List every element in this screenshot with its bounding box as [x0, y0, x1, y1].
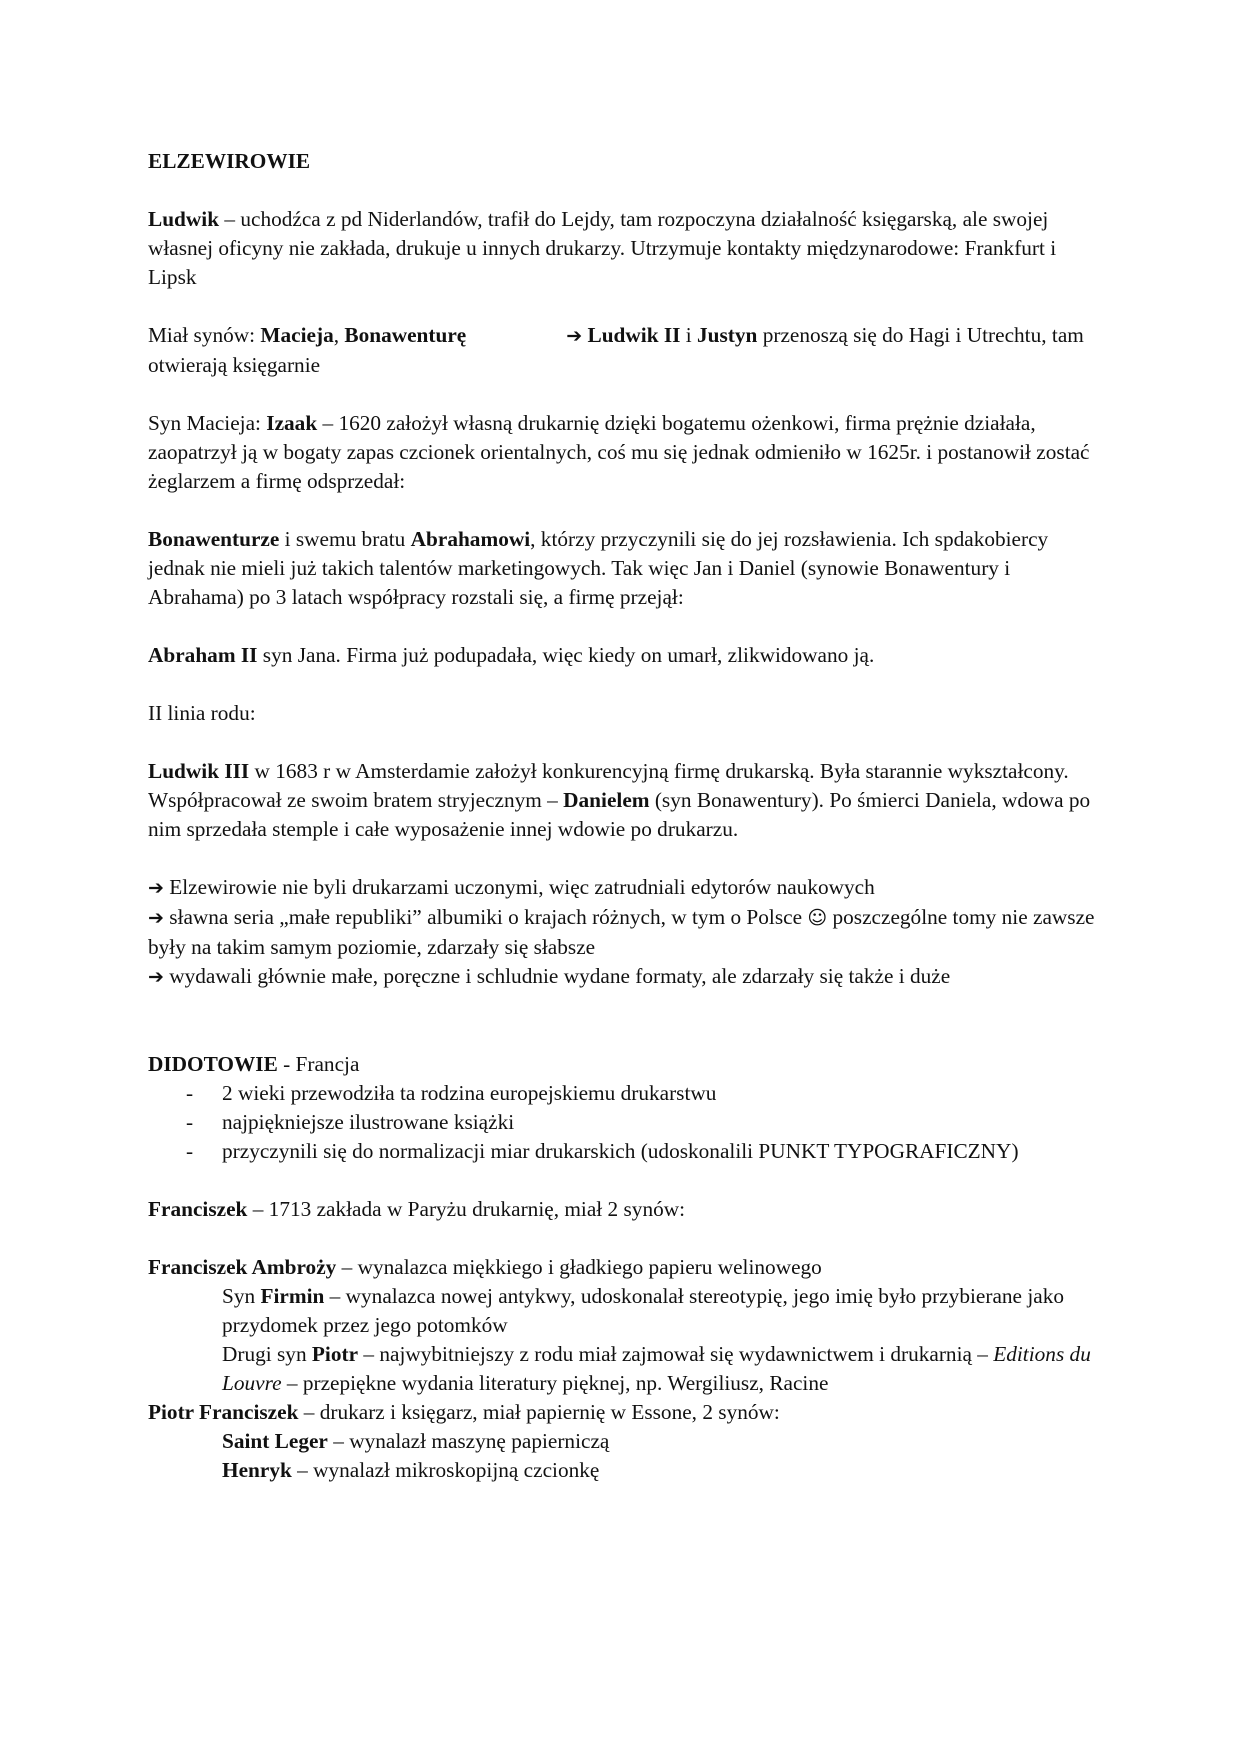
arrow-icon: ➔ — [148, 966, 164, 988]
paragraph-henryk: Henryk – wynalazł mikroskopijną czcionkę — [222, 1458, 600, 1482]
list-item: - 2 wieki przewodziła ta rodzina europejskiemu drukarstwu — [148, 1079, 1108, 1108]
name-ludwik: Ludwik — [148, 207, 220, 231]
paragraph-bonawentura: Bonawenturze i swemu bratu Abrahamowi, którzy przyczynili się do jej rozsławienia. Ich spdakobiercy jednak nie mieli już takich talentów marketingowych. Tak więc Jan i Daniel (synowie Bonawentury i Abrahama) po 3 latach współpracy rozstali się, a firmę przejął: — [148, 527, 1049, 609]
didot-list — [148, 1079, 1108, 1166]
paragraph-ludwik: Ludwik – uchodźca z pd Niderlandów, trafił do Lejdy, tam rozpoczyna działalność księgarską, ale swojej własnej oficyny nie zakłada, drukuje u innych drukarzy. Utrzymuje kontakty międzynarodowe: Frankfurt i Lipsk — [148, 207, 1057, 289]
section-heading-elzewirowie: ELZEWIROWIE — [148, 149, 311, 173]
arrow-icon: ➔ — [148, 907, 164, 929]
paragraph-second-line: II linia rodu: — [148, 701, 256, 725]
paragraph-izaak: Syn Macieja: Izaak – 1620 założył własną drukarnię dzięki bogatemu ożenkowi, firma prężnie działała, zaopatrzył ją w bogaty zapas czcionek orientalnych, coś mu się jednak odmieniło w 1625r. i postanowił zostać żeglarzem a firmę odsprzedał: — [148, 411, 1090, 493]
bullet-arrow-2: ➔ sławna seria „małe republiki” albumiki o krajach różnych, w tym o Polsce ☺ poszczególne tomy nie zawsze były na takim samym poziomie, zdarzały się słabsze — [148, 905, 1095, 959]
list-item: - przyczynili się do normalizacji miar drukarskich (udoskonalili PUNKT TYPOGRAFICZNY) — [148, 1137, 1108, 1166]
arrow-icon: ➔ — [566, 325, 583, 347]
paragraph-firmin: Syn Firmin – wynalazca nowej antykwy, udoskonalał stereotypię, jego imię było przybierane jako przydomek przez jego potomków — [222, 1284, 1064, 1337]
arrow-icon: ➔ — [148, 877, 164, 899]
bullet-arrow-3: ➔ wydawali głównie małe, poręczne i schludnie wydane formaty, ale zdarzały się także i duże — [148, 964, 951, 988]
document-page — [148, 147, 1108, 1485]
paragraph-franciszek-ambrozy: Franciszek Ambroży – wynalazca miękkiego i gładkiego papieru welinowego — [148, 1255, 822, 1279]
paragraph-piotr-franciszek: Piotr Franciszek – drukarz i księgarz, miał papiernię w Essone, 2 synów: — [148, 1400, 780, 1424]
paragraph-abraham-ii: Abraham II syn Jana. Firma już podupadała, więc kiedy on umarł, zlikwidowano ją. — [148, 643, 875, 667]
paragraph-franciszek: Franciszek – 1713 zakłada w Paryżu drukarnię, miał 2 synów: — [148, 1197, 686, 1221]
section-heading-didotowie: DIDOTOWIE - Francja — [148, 1052, 360, 1076]
smiley-icon: ☺ — [807, 907, 828, 929]
paragraph-saint-leger: Saint Leger – wynalazł maszynę papierniczą — [222, 1429, 610, 1453]
paragraph-piotr: Drugi syn Piotr – najwybitniejszy z rodu miał zajmował się wydawnictwem i drukarnią – Editions du Louvre – przepiękne wydania literatury pięknej, np. Wergiliusz, Racine — [222, 1342, 1091, 1395]
paragraph-ludwik-iii: Ludwik III w 1683 r w Amsterdamie założył konkurencyjną firmę drukarską. Była starannie wykształcony. Współpracował ze swoim bratem stryjecznym – Danielem (syn Bonawentury). Po śmierci Daniela, wdowa po nim sprzedała stemple i całe wyposażenie innej wdowie po drukarzu. — [148, 759, 1091, 841]
bullet-arrow-1: ➔ Elzewirowie nie byli drukarzami uczonymi, więc zatrudniali edytorów naukowych — [148, 875, 875, 899]
paragraph-sons: Miał synów: Macieja, Bonawenturę ➔ Ludwik II i Justyn przenoszą się do Hagi i Utrechtu, tam otwierają księgarnie — [148, 323, 1084, 377]
list-item: - najpiękniejsze ilustrowane książki — [148, 1108, 1108, 1137]
